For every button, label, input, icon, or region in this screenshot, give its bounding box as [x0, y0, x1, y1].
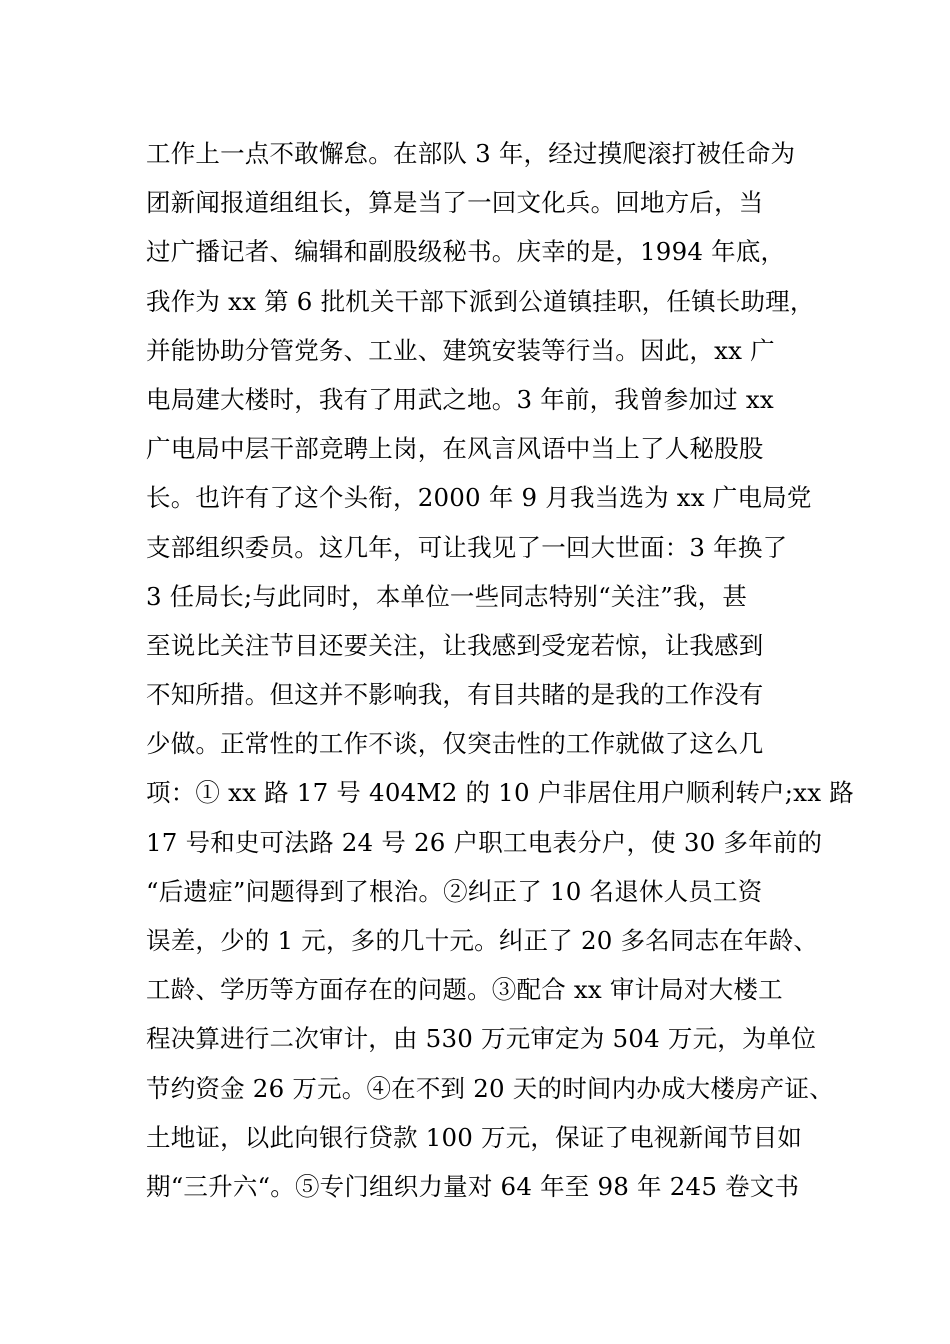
text-line: 不知所措。但这并不影响我，有目共睹的是我的工作没有: [146, 680, 764, 710]
text-line: 工龄、学历等方面存在的问题。③配合 xx 审计局对大楼工: [146, 975, 783, 1005]
text-line: 3 任局长;与此同时，本单位一些同志特别“关注”我，甚: [146, 581, 748, 611]
text-line: 我作为 xx 第 6 批机关干部下派到公道镇挂职，任镇长助理，: [146, 286, 815, 316]
text-line: 程决算进行二次审计，由 530 万元审定为 504 万元，为单位: [146, 1024, 817, 1054]
text-line: 过广播记者、编辑和副股级秘书。庆幸的是，1994 年底，: [146, 237, 786, 267]
text-line: 团新闻报道组组长，算是当了一回文化兵。回地方后，当: [146, 188, 764, 218]
text-line: 广电局中层干部竞聘上岗，在风言风语中当上了人秘股股: [146, 434, 764, 464]
text-line: 误差，少的 1 元，多的几十元。纠正了 20 多名同志在年龄、: [146, 926, 819, 955]
body-text: [146, 129, 854, 1211]
text-line: 土地证，以此向银行贷款 100 万元，保证了电视新闻节目如: [146, 1122, 803, 1152]
text-line: 电局建大楼时，我有了用武之地。3 年前，我曾参加过 xx: [146, 384, 774, 414]
text-line: 17 号和史可法路 24 号 26 户职工电表分户，使 30 多年前的: [146, 827, 823, 857]
text-line: “后遗症”问题得到了根治。②纠正了 10 名退休人员工资: [146, 876, 763, 906]
text-line: 支部组织委员。这几年，可让我见了一回大世面：3 年换了: [146, 532, 788, 562]
text-line: 工作上一点不敢懈怠。在部队 3 年，经过摸爬滚打被任命为: [146, 139, 796, 168]
text-line: 项：① xx 路 17 号 404M2 的 10 户非居住用户顺利转户;xx 路: [146, 778, 854, 808]
text-line: 并能协助分管党务、工业、建筑安装等行当。因此，xx 广: [146, 335, 775, 365]
text-line: 期“三升六“。⑤专门组织力量对 64 年至 98 年 245 卷文书: [146, 1171, 800, 1201]
text-line: 至说比关注节目还要关注，让我感到受宠若惊，让我感到: [146, 630, 764, 660]
text-line: 少做。正常性的工作不谈，仅突击性的工作就做了这么几: [146, 729, 764, 759]
text-line: 长。也许有了这个头衔，2000 年 9 月我当选为 xx 广电局党: [146, 483, 812, 513]
text-line: 节约资金 26 万元。④在不到 20 天的时间内办成大楼房产证、: [146, 1073, 834, 1103]
